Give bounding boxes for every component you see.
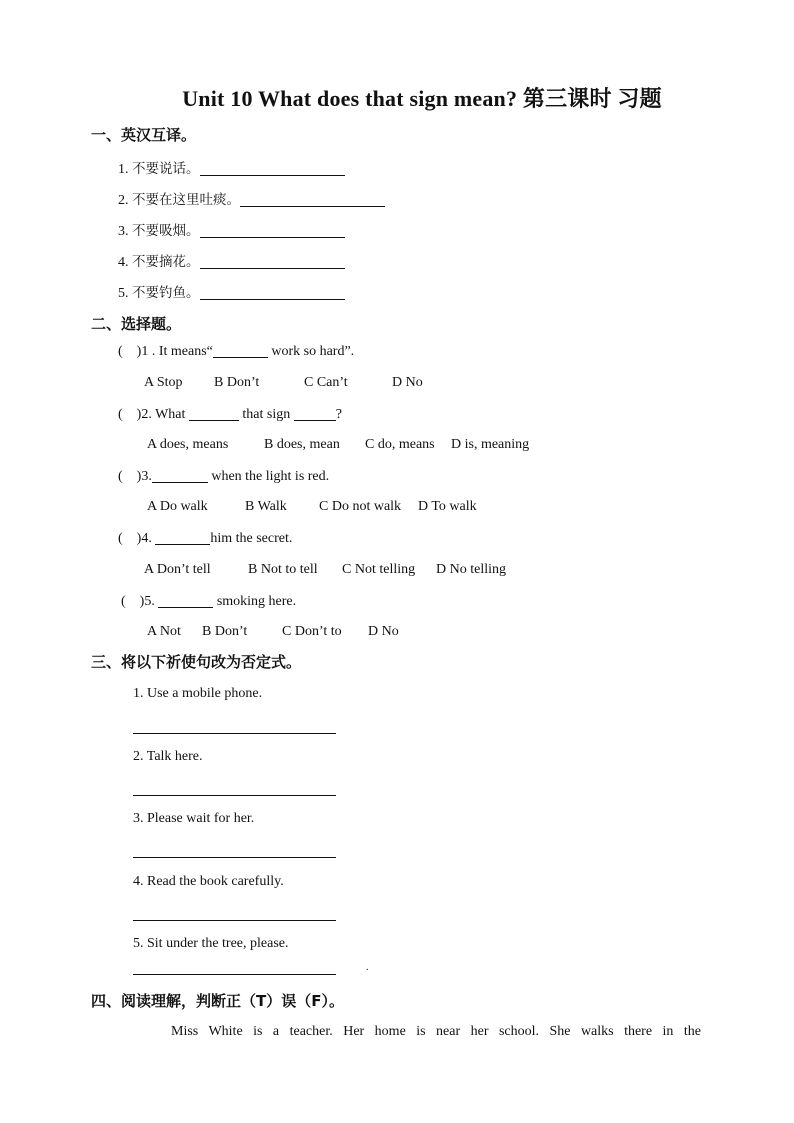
question-2 [118,406,342,423]
question-stem: him the secret. [210,531,293,546]
section-3-heading: 三、将以下祈使句改为否定式。 [91,653,302,671]
question-stem: work so hard”. [267,344,355,359]
answer-line[interactable] [133,857,336,858]
s1-item-2 [118,188,385,209]
option-d[interactable]: D To walk [418,499,477,514]
option-b[interactable]: B Walk [245,499,287,514]
s1-item-5 [118,281,345,302]
question-stem: ( )1 . It means“ [118,344,213,359]
item-prompt: 不要摘花。 [132,254,200,270]
option-b[interactable]: B Not to tell [248,562,318,577]
option-d[interactable]: D No telling [436,562,506,577]
answer-blank[interactable] [213,343,268,358]
question-stem: ( )4. [118,531,156,546]
question-1 [118,343,354,360]
answer-blank[interactable] [158,593,213,608]
answer-blank[interactable] [294,406,336,421]
reading-passage: Miss White is a teacher. Her home is near her school. She walks there in the [171,1024,701,1039]
s1-item-3 [118,219,345,240]
option-c[interactable]: C Don’t to [282,624,342,639]
question-stem: ? [335,407,342,422]
answer-blank[interactable] [152,468,208,483]
item-number: 4. [118,255,129,270]
option-b[interactable]: B Don’t [202,624,248,639]
item-prompt: 不要吸烟。 [132,223,200,239]
option-b[interactable]: B does, mean [264,437,340,452]
option-a[interactable]: A does, means [147,437,229,452]
question-3 [118,468,329,485]
s3-item-1: 1. Use a mobile phone. [133,686,263,701]
section-2-heading: 二、选择题。 [91,315,182,333]
s3-item-3: 3. Please wait for her. [133,811,255,826]
option-c[interactable]: C do, means [365,437,435,452]
option-c[interactable]: C Can’t [304,375,348,390]
question-stem: that sign [238,407,294,422]
s1-item-1 [118,157,345,178]
option-a[interactable]: A Stop [144,375,183,390]
option-a[interactable]: A Don’t tell [144,562,211,577]
item-number: 5. [118,286,129,301]
s3-item-5: 5. Sit under the tree, please. [133,936,289,951]
answer-line[interactable] [133,974,336,975]
answer-line[interactable] [133,920,336,921]
option-a[interactable]: A Do walk [147,499,208,514]
option-a[interactable]: A Not [147,624,181,639]
option-c[interactable]: C Not telling [342,562,416,577]
question-stem: ( )3. [118,469,152,484]
page-title: Unit 10 What does that sign mean? 第三课时 习题 [182,86,662,111]
item-number: 3. [118,224,129,239]
s3-item-2: 2. Talk here. [133,749,203,764]
answer-blank[interactable] [200,161,345,176]
question-4 [118,530,292,547]
option-d[interactable]: D is, meaning [451,437,530,452]
question-stem: when the light is red. [207,469,330,484]
item-number: 2. [118,193,129,208]
answer-blank[interactable] [240,192,385,207]
answer-blank[interactable] [189,406,239,421]
answer-line[interactable] [133,733,336,734]
question-stem: ( )2. What [118,407,189,422]
question-stem: ( )5. [121,594,159,609]
stray-mark: . [366,962,369,973]
s3-item-4: 4. Read the book carefully. [133,874,284,889]
question-stem: smoking here. [213,594,297,609]
answer-blank[interactable] [155,530,210,545]
item-prompt: 不要在这里吐痰。 [132,192,240,208]
answer-blank[interactable] [200,254,345,269]
option-b[interactable]: B Don’t [214,375,260,390]
s1-item-4 [118,250,345,271]
option-d[interactable]: D No [368,624,399,639]
section-4-heading: 四、阅读理解，判断正（T）误（F）。 [91,992,344,1010]
answer-line[interactable] [133,795,336,796]
option-c[interactable]: C Do not walk [319,499,402,514]
item-prompt: 不要说话。 [132,161,200,177]
answer-blank[interactable] [200,285,345,300]
question-5 [121,593,296,610]
answer-blank[interactable] [200,223,345,238]
section-1-heading: 一、英汉互译。 [91,126,197,144]
item-number: 1. [118,162,129,177]
option-d[interactable]: D No [392,375,423,390]
item-prompt: 不要钓鱼。 [132,285,200,301]
